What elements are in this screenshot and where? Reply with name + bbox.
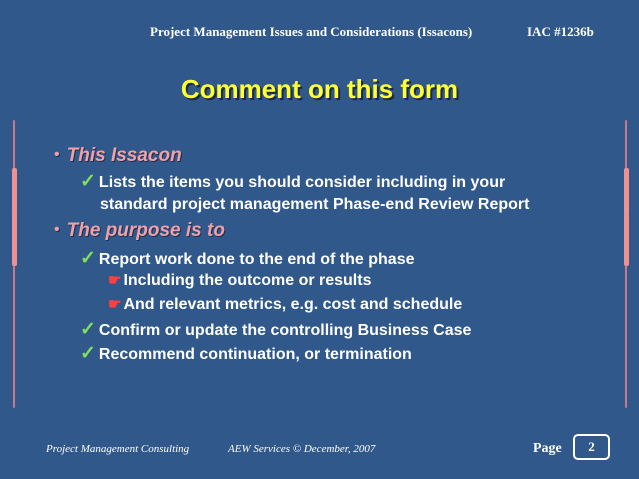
- hand-item-metrics: [108, 295, 462, 314]
- bullet-dot-icon: •: [54, 221, 60, 238]
- bullet-dot-icon: •: [54, 146, 60, 163]
- header-id: IAC #1236b: [527, 24, 594, 39]
- check-item-text: Recommend continuation, or termination: [98, 346, 412, 363]
- check-item-text: Confirm or update the controlling Business Case: [98, 322, 472, 339]
- pointing-hand-icon: ☛: [108, 272, 122, 289]
- pointing-hand-icon: ☛: [108, 296, 122, 313]
- bullet-text: This Issacon: [66, 145, 182, 166]
- page-number-box: 2: [573, 434, 610, 460]
- hand-item-text: And relevant metrics, e.g. cost and schedule: [123, 296, 463, 313]
- check-icon: ✓: [80, 171, 96, 192]
- left-rail-accent-bottom: [12, 214, 17, 266]
- check-item-text: standard project management Phase-end Review Report: [100, 196, 530, 213]
- check-item-recommend: [80, 342, 412, 365]
- check-item-text: Report work done to the end of the phase: [98, 251, 415, 268]
- footer-page-label: Page: [533, 441, 562, 456]
- header-title: Project Management Issues and Considerations (Issacons): [150, 24, 473, 39]
- right-rail-accent-bottom: [624, 214, 629, 266]
- check-item-continuation: [100, 196, 529, 214]
- check-icon: ✓: [80, 343, 96, 364]
- slide-title: Comment on this form: [180, 74, 459, 104]
- bullet-level1-this-issacon: [54, 145, 182, 167]
- bullet-text: The purpose is to: [66, 220, 225, 241]
- check-item-confirm: [80, 318, 471, 341]
- left-rail-accent-top: [12, 168, 17, 216]
- hand-item-outcome: [108, 271, 371, 290]
- bullet-level1-purpose: [54, 220, 225, 242]
- footer-company: Project Management Consulting: [46, 443, 190, 455]
- check-item-report: [80, 247, 415, 270]
- footer-copyright: AEW Services © December, 2007: [228, 443, 376, 455]
- check-item-lists: [80, 170, 505, 193]
- check-item-text: Lists the items you should consider including in your: [98, 174, 506, 191]
- check-icon: ✓: [80, 319, 96, 340]
- right-rail-accent-top: [624, 168, 629, 216]
- check-icon: ✓: [80, 248, 96, 269]
- hand-item-text: Including the outcome or results: [123, 272, 372, 289]
